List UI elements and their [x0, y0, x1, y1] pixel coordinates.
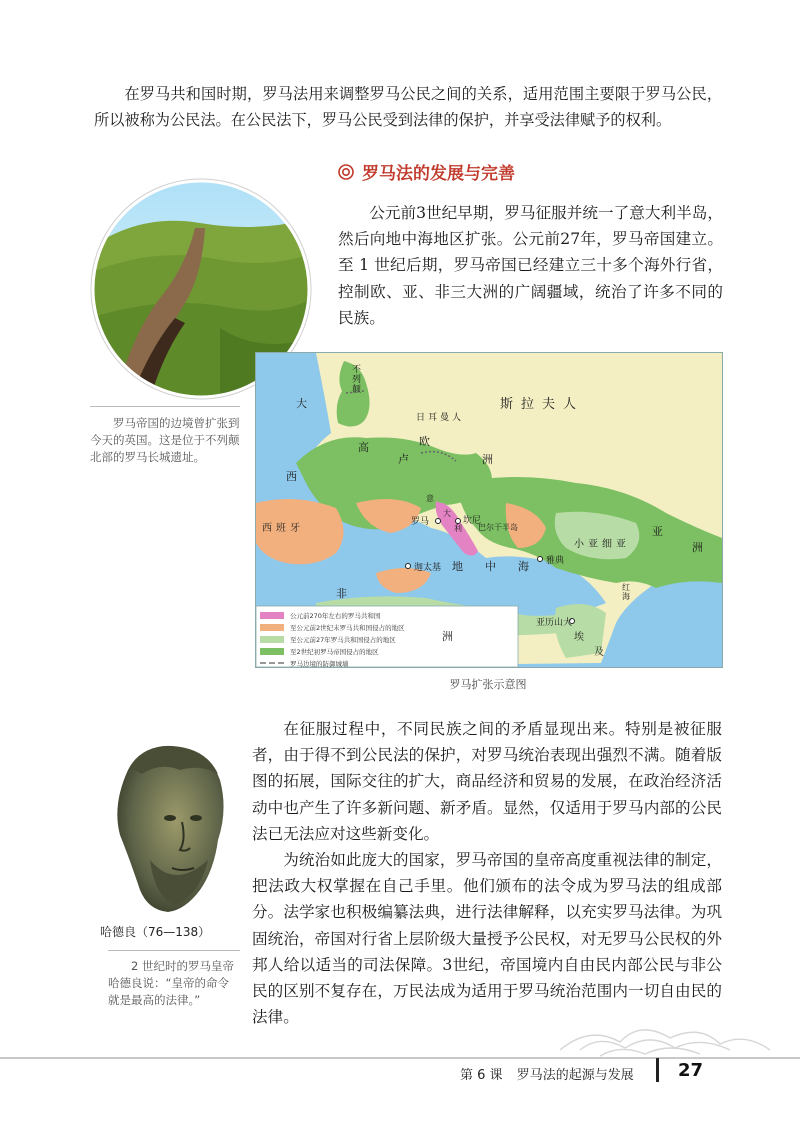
map-label-pyrrhus: 坎尼 — [463, 516, 482, 526]
legend-label: 至公元前27年罗马共和国侵占的地区 — [290, 635, 396, 644]
legend-swatch — [260, 662, 284, 664]
double-circle-icon — [338, 164, 354, 180]
map-label-athens: 雅典 — [546, 556, 565, 566]
map-label-atlantic: 西 — [286, 470, 297, 483]
map-label-alexandria: 亚历山大 — [536, 618, 573, 628]
map-label-gaul: 高 — [358, 441, 369, 454]
city-rome-dot — [436, 519, 441, 524]
map-legend — [260, 609, 518, 669]
expansion-paragraph: 公元前3世纪早期，罗马征服并统一了意大利半岛，然后向地中海地区扩张。公元前27年，罗马帝国建立。至 1 世纪后期，罗马帝国已经建立三十多个海外行省，控制欧、亚、非三大洲的广阔疆域，统治了许多不同的民族。 — [338, 204, 723, 327]
map-label-slavs: 斯拉夫人 — [500, 397, 585, 412]
caption-rule — [90, 406, 240, 407]
map-label-europe: 欧 — [419, 435, 430, 448]
map-label-asia-minor: 小亚细亚 — [574, 539, 630, 550]
map-label-italy: 利 — [454, 524, 462, 533]
map-label-carthage: 迦太基 — [414, 563, 442, 573]
legend-item — [260, 609, 518, 621]
map-label-spain: 西班牙 — [262, 523, 304, 534]
hadrian-bust-photo — [90, 740, 240, 920]
emperor-paragraph: 为统治如此庞大的国家，罗马帝国的皇帝高度重视法律的制定，把法政大权掌握在自己手里。他们颁布的法令成为罗马法的组成部分。法学家也积极编纂法典，进行法律解释，以充实罗马法律。为巩固统治，帝国对行省上层阶级大量授予公民权，对无罗马公民权的外邦人给以适当的司法保障。3世纪，帝国境内自由民内部公民与非公民的区别不复存在，万民法成为适用于罗马统治范围内一切自由民的法律。 — [252, 851, 722, 1027]
footer-lesson-title — [460, 1064, 634, 1083]
map-label-britain: 不列颠 — [352, 365, 362, 395]
conquest-paragraph: 在征服过程中，不同民族之间的矛盾显现出来。特别是被征服者，由于得不到公民法的保护，对罗马统治表现出强烈不满。随着版图的拓展，国际交往的扩大，商品经济和贸易的发展，在政治经济活动中也产生了许多新问题、新矛盾。显然，仅适用于罗马内部的公民法已无法应对这些新变化。 — [252, 720, 722, 843]
intro-paragraph: 在罗马共和国时期，罗马法用来调整罗马公民之间的关系，适用范围主要限于罗马公民，所以被称为公民法。在公民法下，罗马公民受到法律的保护，并享受法律赋予的权利。 — [94, 85, 722, 129]
map-label-egypt: 及 — [594, 647, 604, 658]
legend-label: 公元前270年左右的罗马共和国 — [290, 611, 381, 620]
map-label-red-sea: 红海 — [622, 583, 630, 601]
section-title — [338, 159, 515, 184]
map-caption: 罗马扩张示意图 — [449, 678, 527, 691]
bust-caption: 2 世纪时的罗马皇帝哈德良说：“皇帝的命令就是最高的法律。” — [108, 959, 234, 1007]
map-label-gaul: 卢 — [398, 453, 409, 466]
map-label-europe: 洲 — [482, 453, 493, 466]
legend-item — [260, 657, 518, 669]
footer-title: 罗马法的起源与发展 — [516, 1068, 634, 1083]
map-label-atlantic: 大 — [296, 397, 307, 410]
map-label-asia: 洲 — [692, 541, 703, 554]
map-label-germans: 日耳曼人 — [416, 413, 465, 423]
roman-expansion-map — [255, 352, 723, 668]
legend-swatch — [260, 624, 284, 631]
legend-item — [260, 645, 518, 657]
legend-label: 至公元前2世纪末罗马共和国侵占的地区 — [290, 623, 405, 632]
map-label-mediterranean: 地中海 — [452, 560, 551, 573]
footer-lesson: 第 6 课 — [460, 1068, 503, 1083]
wall-caption: 罗马帝国的边境曾扩张到今天的英国。这是位于不列颠北部的罗马长城遗址。 — [90, 416, 240, 464]
map-label-africa: 洲 — [442, 630, 453, 643]
legend-item — [260, 621, 518, 633]
legend-label: 罗马边境的防御城墙 — [290, 659, 349, 668]
page-number: 27 — [678, 1060, 704, 1081]
legend-swatch — [260, 636, 284, 643]
legend-label: 至2世纪初罗马帝国侵占的地区 — [290, 647, 379, 656]
map-label-rome: 罗马 — [411, 517, 430, 527]
map-label-italy: 意 — [426, 494, 434, 503]
map-label-balkans: 巴尔干半岛 — [478, 523, 518, 532]
section-title-text: 罗马法的发展与完善 — [362, 164, 515, 184]
map-label-egypt: 埃 — [574, 632, 584, 643]
legend-item — [260, 633, 518, 645]
map-label-africa: 非 — [336, 587, 347, 600]
map-label-italy: 大 — [443, 509, 451, 518]
footer-divider — [656, 1058, 659, 1082]
bust-name: 哈德良（76—138） — [100, 925, 211, 939]
city-carthage-dot — [406, 564, 411, 569]
legend-swatch — [260, 648, 284, 655]
map-label-asia: 亚 — [652, 525, 663, 538]
legend-swatch — [260, 612, 284, 619]
caption-rule — [108, 950, 240, 951]
